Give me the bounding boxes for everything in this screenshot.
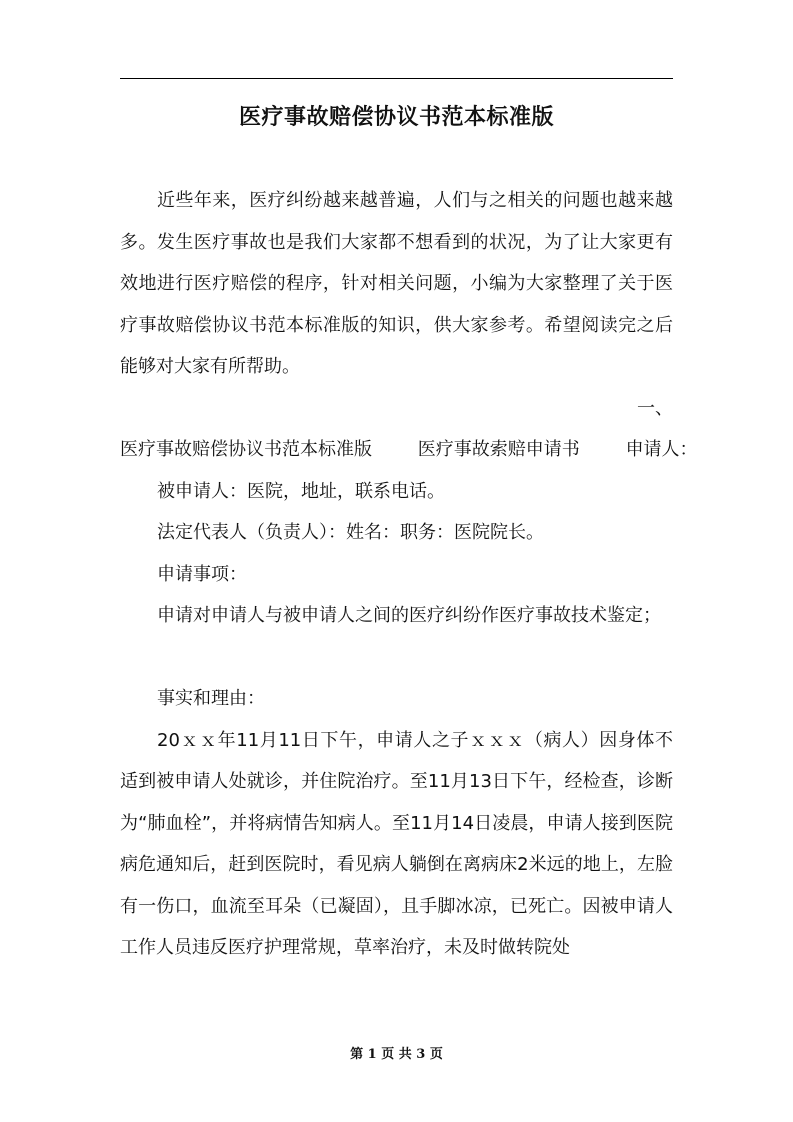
header-rule xyxy=(120,78,673,79)
section-heading-subtitle: 医疗事故索赔申请书 xyxy=(417,439,580,460)
section-number: 一、 xyxy=(637,397,673,419)
section-heading-applicant: 申请人： xyxy=(625,439,698,460)
page-number: 第 1 页 共 3 页 xyxy=(350,1047,443,1062)
legal-rep-line: 法定代表人（负责人）：姓名：职务：医院院长。 xyxy=(157,522,544,543)
application-items-label: 申请事项： xyxy=(157,563,247,585)
intro-paragraph: 近些年来，医疗纠纷越来越普遍，人们与之相关的问题也越来越多。发生医疗事故也是我们大家都不想看到的状况，为了让大家更有效地进行医疗赔偿的程序，针对相关问题，小编为大家整理了关于医疗事故赔偿协议书范本标准版的知识，供大家参考。希望阅读完之后能够对大家有所帮助。 xyxy=(120,190,673,377)
blank-line xyxy=(120,637,673,679)
section-heading-title: 医疗事故赔偿协议书范本标准版 xyxy=(120,439,372,460)
respondent-line: 被申请人：医院，地址，联系电话。 xyxy=(157,480,445,502)
document-title: 医疗事故赔偿协议书范本标准版 xyxy=(238,105,554,130)
section-heading xyxy=(120,429,698,471)
facts-paragraph: 20ｘｘ年11月11日下午，申请人之子ｘｘｘ（病人）因身体不适到被申请人处就诊，并住院治疗。至11月13日下午，经检查，诊断为“肺血栓”，并将病情告知病人。至11月14日凌晨，申请人接到医院病危通知后，赶到医院时，看见病人躺倒在离病床2米远的地上，左脸有一伤口，血流至耳朵（已凝固），且手脚冰凉，已死亡。因被申请人工作人员违反医疗护理常规，草率治疗，未及时做转院处 xyxy=(120,729,673,958)
facts-label: 事实和理由： xyxy=(157,688,265,709)
application-item: 申请对申请人与被申请人之间的医疗纠纷作医疗事故技术鉴定； xyxy=(157,605,661,626)
document-body xyxy=(120,180,698,969)
